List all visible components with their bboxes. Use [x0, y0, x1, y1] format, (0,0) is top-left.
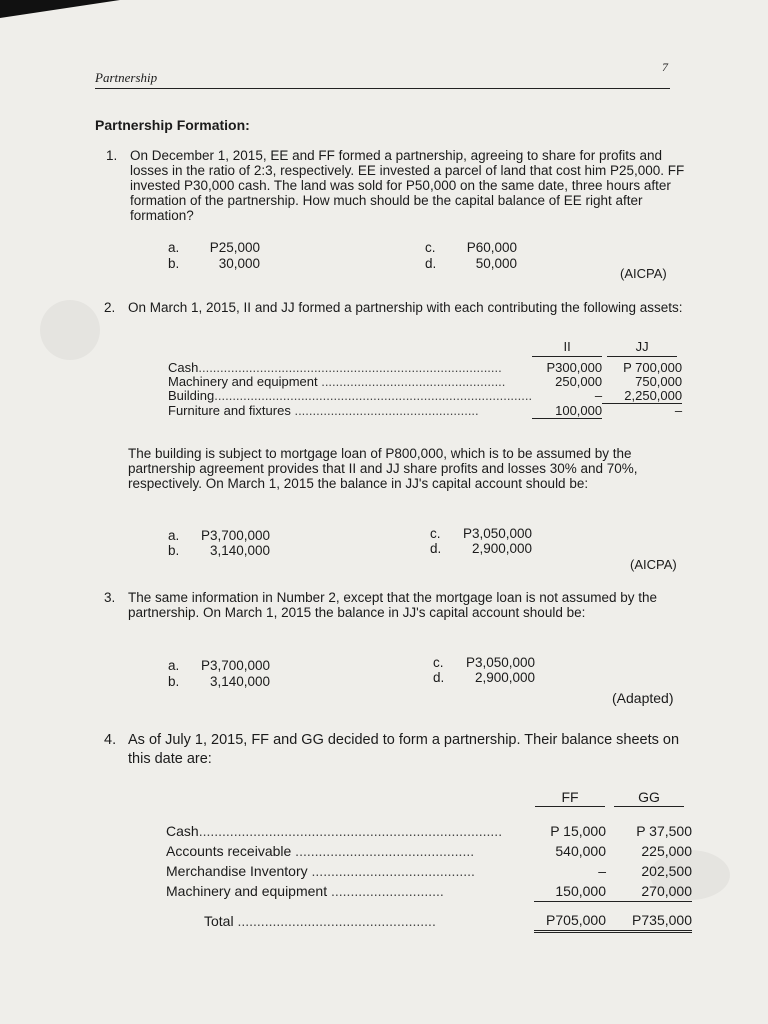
source-label: (AICPA) [620, 266, 667, 281]
option-d: d. 2,900,000 [430, 541, 532, 556]
question-text: On December 1, 2015, EE and FF formed a partnership, agreeing to share for profits and losses in the ratio of 2:3, respectively. EE invested a parcel of land that cost him P25,000. FF invested P30,000 cash. The land was sold for P50,000 on the same date, three hours after formation of the partnership. How much should be the capital balance of EE right after formation? [130, 148, 685, 223]
column-header: II [532, 340, 602, 361]
table-row: Building........................................................................................ – 2,250,000 [168, 388, 683, 404]
question-text: The same information in Number 2, except that the mortgage loan is not assumed by the partnership. On March 1, 2015 the balance in JJ's capital account should be: [128, 590, 658, 620]
header-title: Partnership [95, 70, 158, 85]
option-d: d. 50,000 [425, 256, 517, 271]
option-c: c. P3,050,000 [430, 526, 532, 541]
page-number: 7 [662, 60, 668, 74]
option-b: b. 30,000 [168, 256, 260, 271]
source-label: (AICPA) [630, 557, 677, 572]
source-label: (Adapted) [612, 690, 674, 706]
page-header [95, 60, 670, 89]
table-row: Machinery and equipment ................................................... 250,000 750,000 [168, 374, 683, 389]
option-c: c. P60,000 [425, 240, 517, 255]
question-text: As of July 1, 2015, FF and GG decided to form a partnership. Their balance sheets on this date are: [128, 732, 680, 767]
question-number: 1. [106, 148, 118, 163]
question-number: 3. [104, 590, 116, 605]
column-header: GG [606, 790, 692, 811]
contribution-table [168, 340, 682, 419]
column-header: JJ [602, 340, 682, 361]
option-c: c. P3,050,000 [433, 655, 535, 670]
column-header: FF [534, 790, 606, 811]
table-row: Accounts receivable .............................................. 540,000 225,000 [166, 843, 692, 859]
table-row: Machinery and equipment ............................. 150,000 270,000 [166, 882, 692, 899]
question-text: On March 1, 2015, II and JJ formed a partnership with each contributing the following assets: [128, 300, 683, 315]
balance-sheet-table [166, 790, 692, 933]
table-row: Cash.................................................................................... P300,000 P 700,000 [168, 360, 683, 375]
scan-shadow [0, 0, 120, 18]
option-d: d. 2,900,000 [433, 670, 535, 685]
option-a: a. P25,000 [168, 240, 260, 255]
table-row: Furniture and fixtures ................................................... 100,000 – [168, 402, 683, 418]
option-a: a. P3,700,000 [168, 658, 270, 673]
option-a: a. P3,700,000 [168, 528, 270, 543]
total-row: Total ................................................... P705,000 P735,000 [166, 910, 692, 932]
paper-stain [40, 300, 100, 360]
question-number: 4. [104, 732, 117, 748]
option-b: b. 3,140,000 [168, 543, 270, 558]
question-number: 2. [104, 300, 116, 315]
table-row: Merchandise Inventory .......................................... – 202,500 [166, 863, 692, 879]
section-title: Partnership Formation: [95, 117, 250, 133]
question-text: The building is subject to mortgage loan of P800,000, which is to be assumed by the partnership agreement provides that II and JJ share profits and losses 30% and 70%, respectively. On March 1, 2015 the balance in JJ's capital account should be: [128, 446, 638, 491]
table-row: Cash.............................................................................. P 15,000 P 37,500 [166, 823, 692, 839]
option-b: b. 3,140,000 [168, 674, 270, 689]
